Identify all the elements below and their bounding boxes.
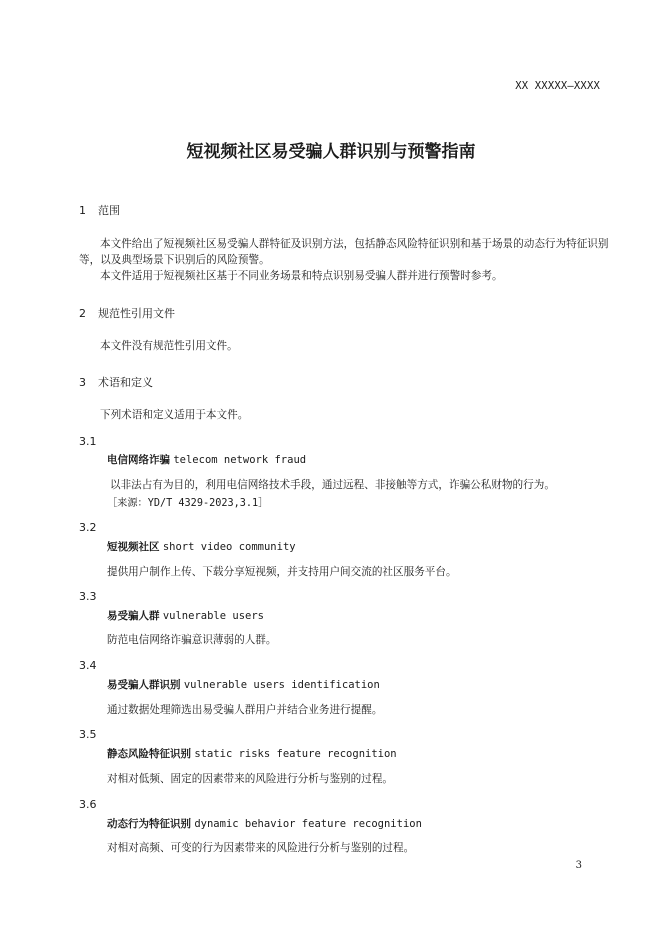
term-chinese: 易受骗人群 (107, 610, 160, 622)
term-english: static risks feature recognition (194, 748, 397, 760)
term-number: 3.6 (79, 798, 97, 811)
term-chinese: 静态风险特征识别 (107, 748, 191, 760)
term-heading (107, 746, 397, 761)
section-1-heading (79, 202, 120, 218)
term-definition: 通过数据处理筛选出易受骗人群用户并结合业务进行提醒。 (107, 704, 383, 716)
term-definition: 对相对低频、固定的因素带来的风险进行分析与鉴别的过程。 (107, 773, 394, 785)
term-number: 3.2 (79, 521, 97, 534)
section-1-paragraph-2: 本文件适用于短视频社区基于不同业务场景和特点识别易受骗人群并进行预警时参考。 (100, 270, 503, 282)
term-heading (107, 677, 380, 692)
term-definition: 对相对高频、可变的行为因素带来的风险进行分析与鉴别的过程。 (107, 842, 415, 854)
section-1-paragraph-1: 本文件给出了短视频社区易受骗人群特征及识别方法，包括静态风险特征识别和基于场景的动态行为特征识别等，以及典型场景下识别后的风险预警。 (79, 238, 609, 266)
term-chinese: 电信网络诈骗 (107, 454, 170, 466)
term-heading (107, 608, 264, 623)
section-number: 2 (79, 307, 86, 320)
term-definition: 以非法占有为目的，利用电信网络技术手段，通过远程、非接触等方式，诈骗公私财物的行为。 (110, 479, 555, 491)
term-english: short video community (162, 541, 296, 553)
section-number: 3 (79, 376, 86, 389)
section-3-heading (79, 374, 153, 390)
term-source: ［来源：YD/T 4329-2023,3.1］ (107, 498, 269, 509)
document-title: 短视频社区易受骗人群识别与预警指南 (186, 142, 476, 162)
term-heading (107, 539, 296, 554)
section-2-heading (79, 305, 175, 321)
section-title: 范围 (98, 204, 120, 217)
term-number: 3.4 (79, 659, 97, 672)
term-number: 3.5 (79, 728, 97, 741)
section-3-paragraph-1: 下列术语和定义适用于本文件。 (100, 409, 249, 421)
term-english: dynamic behavior feature recognition (194, 818, 422, 830)
term-heading (107, 816, 422, 831)
term-chinese: 短视频社区 (107, 541, 160, 553)
term-heading (107, 452, 306, 467)
term-number: 3.3 (79, 590, 97, 603)
term-chinese: 动态行为特征识别 (107, 818, 191, 830)
document-code: XX XXXXX—XXXX (515, 80, 600, 92)
section-title: 规范性引用文件 (98, 307, 175, 320)
term-definition: 防范电信网络诈骗意识薄弱的人群。 (107, 634, 277, 646)
term-english: vulnerable users (162, 610, 264, 622)
section-2-paragraph-1: 本文件没有规范性引用文件。 (100, 340, 238, 352)
term-definition: 提供用户制作上传、下载分享短视频，并支持用户间交流的社区服务平台。 (107, 566, 457, 578)
section-title: 术语和定义 (98, 376, 153, 389)
term-english: vulnerable users identification (183, 679, 380, 691)
page-number: 3 (575, 860, 582, 871)
section-number: 1 (79, 204, 86, 217)
term-number: 3.1 (79, 435, 97, 448)
term-chinese: 易受骗人群识别 (107, 679, 181, 691)
term-english: telecom network fraud (173, 454, 307, 466)
